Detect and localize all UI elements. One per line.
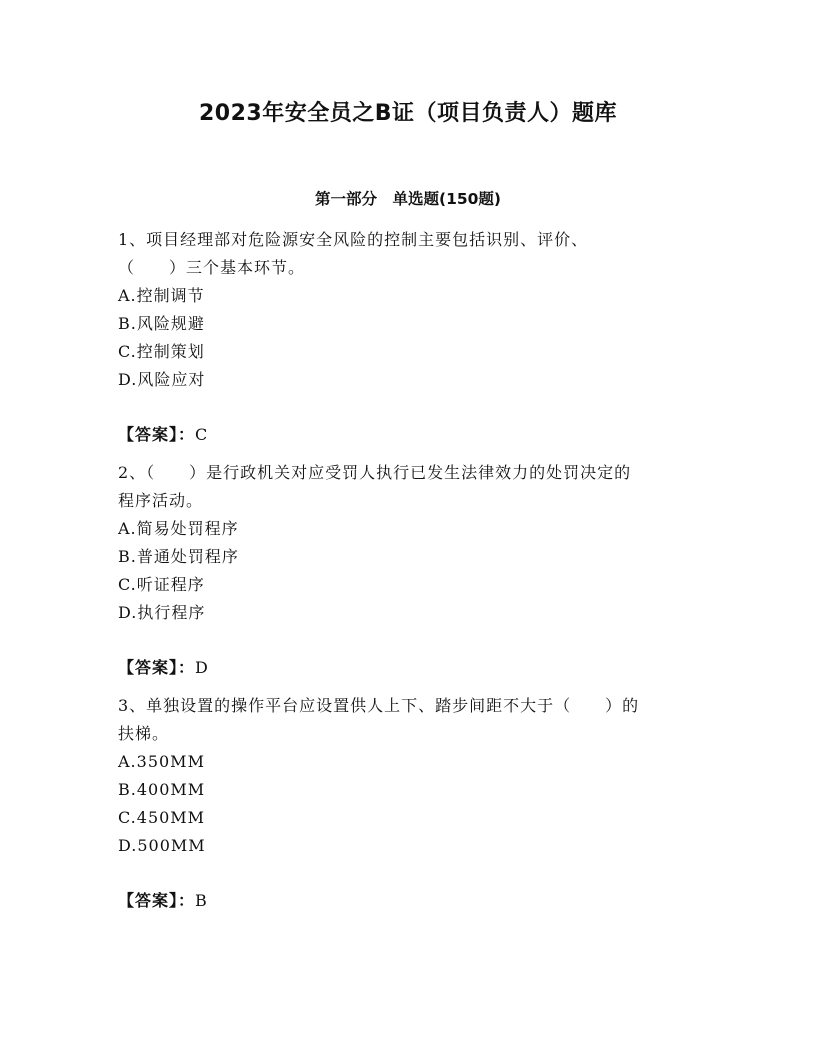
option-b: B.普通处罚程序 — [118, 547, 239, 566]
answer-value: C — [195, 425, 209, 444]
answer-label: 【答案】： — [118, 658, 196, 677]
answer-line — [118, 654, 688, 682]
option-a: A.350MM — [118, 752, 205, 771]
answer-value: D — [195, 658, 209, 677]
question-stem-line: 2、（ ）是行政机关对应受罚人执行已发生法律效力的处罚决定的 — [118, 463, 632, 482]
question-stem-line: 3、单独设置的操作平台应设置供人上下、踏步间距不大于（ ）的 — [118, 696, 640, 715]
question-1 — [118, 226, 688, 449]
question-stem — [118, 459, 688, 515]
option-a: A.控制调节 — [118, 286, 205, 305]
option-d: D.风险应对 — [118, 370, 206, 389]
answer-value: B — [195, 891, 208, 910]
option-b: B.风险规避 — [118, 314, 205, 333]
question-list — [118, 226, 688, 925]
answer-line — [118, 887, 688, 915]
option-d: D.执行程序 — [118, 603, 206, 622]
question-2 — [118, 459, 688, 682]
option-c: C.控制策划 — [118, 342, 205, 361]
answer-label: 【答案】： — [118, 891, 196, 910]
answer-line — [118, 421, 688, 449]
question-3 — [118, 692, 688, 915]
section-title: 第一部分 单选题(150题) — [314, 190, 502, 208]
option-a: A.简易处罚程序 — [118, 519, 239, 538]
option-b: B.400MM — [118, 780, 206, 799]
option-d: D.500MM — [118, 836, 206, 855]
question-stem — [118, 692, 688, 748]
document-title: 2023年安全员之B证（项目负责人）题库 — [198, 101, 617, 126]
question-stem-line: 程序活动。 — [118, 491, 204, 510]
question-stem-line: （ ）三个基本环节。 — [118, 258, 306, 277]
answer-label: 【答案】： — [118, 425, 196, 444]
option-c: C.听证程序 — [118, 575, 205, 594]
question-stem — [118, 226, 688, 282]
option-c: C.450MM — [118, 808, 206, 827]
question-stem-line: 扶梯。 — [118, 724, 170, 743]
question-stem-line: 1、项目经理部对危险源安全风险的控制主要包括识别、评价、 — [118, 230, 589, 249]
